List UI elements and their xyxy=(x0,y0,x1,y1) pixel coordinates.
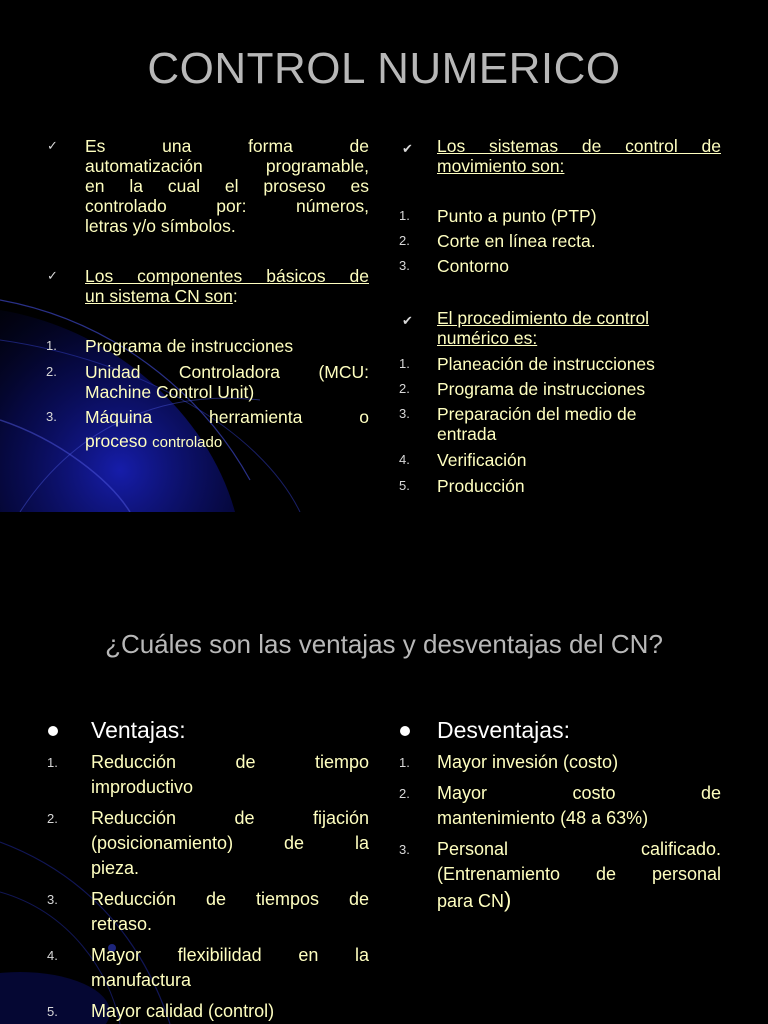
intro-line: Es una forma de xyxy=(85,136,369,156)
procedure-item xyxy=(399,379,721,399)
list-number: 2. xyxy=(399,786,410,801)
bullet-icon xyxy=(400,726,410,736)
procedure-heading-line: El procedimiento de control xyxy=(437,308,650,328)
list-number: 3. xyxy=(399,258,410,273)
procedure-text: Planeación de instrucciones xyxy=(437,354,655,374)
motion-heading-line: Los sistemas de control de xyxy=(437,136,721,156)
component-text: Programa de instrucciones xyxy=(85,336,294,356)
list-number: 2. xyxy=(399,381,410,396)
advantage-item xyxy=(47,943,369,993)
intro-line: letras y/o símbolos. xyxy=(85,216,236,236)
motion-text: Contorno xyxy=(437,256,509,276)
advantage-text: Reducción de tiempos de xyxy=(91,889,369,909)
components-heading-line: un sistema CN son xyxy=(85,286,233,306)
list-number: 3. xyxy=(399,406,410,421)
disadvantage-text: Mayor invesión (costo) xyxy=(437,752,619,772)
list-number: 3. xyxy=(47,892,58,907)
advantage-text: (posicionamiento) de la xyxy=(91,833,369,853)
page-title: CONTROL NUMERICO xyxy=(147,44,621,93)
advantages-column xyxy=(47,716,369,1024)
disadvantage-item xyxy=(399,750,721,775)
procedure-heading-line: numérico es: xyxy=(437,328,538,348)
disadvantages-column xyxy=(399,716,721,914)
disadvantage-text: mantenimiento (48 a 63%) xyxy=(437,808,649,828)
list-number: 1. xyxy=(46,338,57,353)
list-number: 2. xyxy=(399,233,410,248)
list-number: 5. xyxy=(47,1004,58,1019)
component-text: Unidad Controladora (MCU: xyxy=(85,362,369,382)
checkmark-icon: ✓ xyxy=(47,138,58,153)
list-number: 2. xyxy=(47,811,58,826)
advantage-text: Mayor flexibilidad en la xyxy=(91,945,369,965)
list-number: 1. xyxy=(399,356,410,371)
components-colon: : xyxy=(232,286,238,306)
component-item xyxy=(46,362,369,402)
components-heading-line: Los componentes básicos de xyxy=(85,266,369,286)
motion-item xyxy=(399,256,721,276)
procedure-heading xyxy=(402,308,721,348)
list-number: 2. xyxy=(46,364,57,379)
disadvantage-item xyxy=(399,781,721,831)
advantage-item xyxy=(47,999,369,1024)
advantages-heading-text: Ventajas: xyxy=(91,717,186,743)
intro-item xyxy=(47,136,369,236)
advantage-text: improductivo xyxy=(91,777,194,797)
procedure-item xyxy=(399,404,721,444)
component-item xyxy=(46,407,369,453)
disadvantages-heading xyxy=(437,716,721,744)
disadvantage-text: Personal calificado. xyxy=(437,839,721,859)
component-item xyxy=(46,336,369,356)
advantage-text: retraso. xyxy=(91,914,153,934)
list-number: 4. xyxy=(47,948,58,963)
component-text: Máquina herramienta o xyxy=(85,407,369,427)
slide-ventajas-desventajas xyxy=(0,512,768,1024)
disadvantage-text-paren: ) xyxy=(504,887,512,912)
intro-line: controlado por: números, xyxy=(85,196,369,216)
procedure-text: Programa de instrucciones xyxy=(437,379,646,399)
procedure-text: Preparación del medio de xyxy=(437,404,637,424)
list-number: 1. xyxy=(47,755,58,770)
motion-item xyxy=(399,206,721,226)
checkmark-icon: ✔ xyxy=(402,141,413,156)
advantage-item xyxy=(47,750,369,800)
advantage-text: pieza. xyxy=(91,858,140,878)
checkmark-icon: ✓ xyxy=(47,268,58,283)
intro-line: automatización programable, xyxy=(85,156,369,176)
motion-item xyxy=(399,231,721,251)
list-number: 5. xyxy=(399,478,410,493)
advantage-item xyxy=(47,887,369,937)
disadvantage-text: Mayor costo de xyxy=(437,783,721,803)
motion-heading xyxy=(402,136,721,176)
components-heading xyxy=(47,266,369,306)
bullet-icon xyxy=(48,726,58,736)
procedure-text: entrada xyxy=(437,424,497,444)
checkmark-icon: ✔ xyxy=(402,313,413,328)
procedure-item xyxy=(399,450,721,470)
disadvantages-heading-text: Desventajas: xyxy=(437,717,570,743)
list-number: 3. xyxy=(46,409,57,424)
advantage-text: Mayor calidad (control) xyxy=(91,1001,275,1021)
motion-text: Punto a punto (PTP) xyxy=(437,206,597,226)
list-number: 3. xyxy=(399,842,410,857)
motion-text: Corte en línea recta. xyxy=(437,231,596,251)
list-number: 4. xyxy=(399,452,410,467)
list-number: 1. xyxy=(399,208,410,223)
motion-heading-line: movimiento son: xyxy=(437,156,565,176)
advantage-text: Reducción de fijación xyxy=(91,808,369,828)
advantage-text: manufactura xyxy=(91,970,192,990)
procedure-item xyxy=(399,476,721,496)
intro-line: en la cual el proseso es xyxy=(85,176,369,196)
disadvantage-text: para CN xyxy=(437,891,505,911)
procedure-text: Verificación xyxy=(437,450,527,470)
component-text: proceso xyxy=(85,431,153,451)
advantages-heading xyxy=(91,716,369,744)
disadvantage-item xyxy=(399,837,721,914)
advantage-item xyxy=(47,806,369,881)
list-number: 1. xyxy=(399,755,410,770)
disadvantage-text: (Entrenamiento de personal xyxy=(437,864,721,884)
procedure-item xyxy=(399,354,721,374)
right-column xyxy=(399,136,721,496)
left-column xyxy=(46,136,369,453)
advantage-text: Reducción de tiempo xyxy=(91,752,369,772)
component-text: Machine Control Unit) xyxy=(85,382,255,402)
component-text-small: controlado xyxy=(152,434,223,451)
section-title: ¿Cuáles son las ventajas y desventajas del CN? xyxy=(105,629,663,659)
procedure-text: Producción xyxy=(437,476,525,496)
